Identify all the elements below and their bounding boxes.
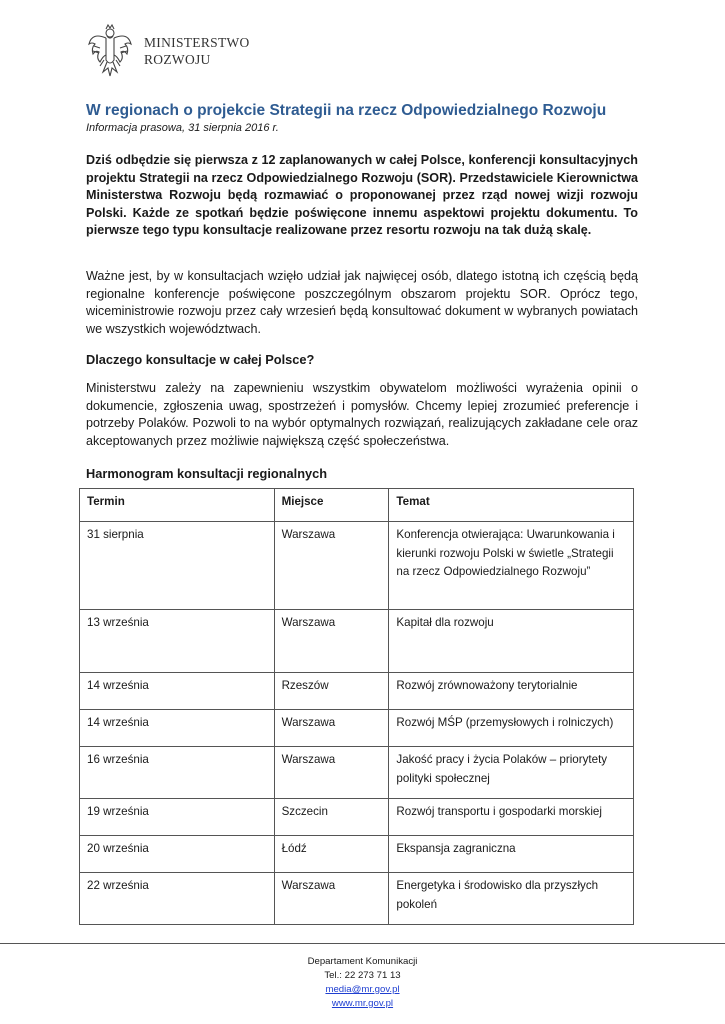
cell-date: 20 września bbox=[80, 836, 275, 873]
cell-date: 14 września bbox=[80, 673, 275, 710]
cell-place: Warszawa bbox=[274, 610, 389, 673]
cell-topic: Rozwój transportu i gospodarki morskiej bbox=[389, 799, 634, 836]
table-row bbox=[80, 673, 634, 710]
letterhead bbox=[86, 22, 250, 80]
section-heading-schedule: Harmonogram konsultacji regionalnych bbox=[86, 466, 328, 481]
cell-place: Szczecin bbox=[274, 799, 389, 836]
press-release-date: Informacja prasowa, 31 sierpnia 2016 r. bbox=[86, 122, 279, 134]
cell-place: Warszawa bbox=[274, 873, 389, 925]
table-row bbox=[80, 747, 634, 799]
cell-place: Łódź bbox=[274, 836, 389, 873]
table-row bbox=[80, 710, 634, 747]
footer-divider bbox=[0, 943, 725, 944]
table-row bbox=[80, 873, 634, 925]
cell-place: Warszawa bbox=[274, 747, 389, 799]
table-row bbox=[80, 522, 634, 610]
section-heading-why: Dlaczego konsultacje w całej Polsce? bbox=[86, 352, 315, 367]
table-row bbox=[80, 799, 634, 836]
table-row bbox=[80, 836, 634, 873]
body-paragraph-2: Ministerstwu zależy na zapewnieniu wszystkim obywatelom możliwości wyrażenia opinii o dokumencie, zgłoszenia uwag, spostrzeżeń i pomysłów. Chcemy lepiej zrozumieć preferencje i potrzeby Polaków. Pozwoli to na wybór optymalnych rozwiązań, realizujących zakładane cele oraz akceptowanych przez możliwie największą część społeczeństwa. bbox=[86, 381, 638, 448]
footer-website-link[interactable]: www.mr.gov.pl bbox=[331, 998, 394, 1009]
cell-topic: Kapitał dla rozwoju bbox=[389, 610, 634, 673]
footer-email-link[interactable]: media@mr.gov.pl bbox=[325, 984, 400, 995]
ministry-name-line2: ROZWOJU bbox=[144, 52, 211, 67]
cell-topic: Rozwój zrównoważony terytorialnie bbox=[389, 673, 634, 710]
cell-date: 16 września bbox=[80, 747, 275, 799]
column-header-topic: Temat bbox=[389, 489, 634, 522]
cell-topic: Konferencja otwierająca: Uwarunkowania i kierunki rozwoju Polski w świetle „Strategii na rzecz Odpowiedzialnego Rozwoju” bbox=[389, 522, 634, 610]
cell-date: 14 września bbox=[80, 710, 275, 747]
schedule-table bbox=[79, 488, 634, 925]
footer bbox=[0, 955, 725, 1011]
table-header-row bbox=[80, 489, 634, 522]
footer-phone: Tel.: 22 273 71 13 bbox=[324, 970, 401, 981]
polish-eagle-emblem-icon bbox=[86, 22, 134, 80]
cell-place: Warszawa bbox=[274, 522, 389, 610]
cell-place: Rzeszów bbox=[274, 673, 389, 710]
column-header-place: Miejsce bbox=[274, 489, 389, 522]
cell-topic: Rozwój MŚP (przemysłowych i rolniczych) bbox=[389, 710, 634, 747]
cell-place: Warszawa bbox=[274, 710, 389, 747]
table-row bbox=[80, 610, 634, 673]
cell-date: 19 września bbox=[80, 799, 275, 836]
cell-topic: Ekspansja zagraniczna bbox=[389, 836, 634, 873]
cell-date: 22 września bbox=[80, 873, 275, 925]
cell-topic: Energetyka i środowisko dla przyszłych pokoleń bbox=[389, 873, 634, 925]
page-title: W regionach o projekcie Strategii na rzecz Odpowiedzialnego Rozwoju bbox=[86, 102, 607, 119]
ministry-name-line1: MINISTERSTWO bbox=[144, 35, 250, 50]
footer-department: Departament Komunikacji bbox=[307, 956, 418, 967]
lead-paragraph: Dziś odbędzie się pierwsza z 12 zaplanowanych w całej Polsce, konferencji konsultacyjnych projektu Strategii na rzecz Odpowiedzialnego Rozwoju (SOR). Przedstawiciele Kierownictwa Ministerstwa Rozwoju będą rozmawiać o proponowanej przez rząd nowej wizji rozwoju Polski. Każde ze spotkań będzie poświęcone innemu aspektowi projektu dokumentu. To pierwsze tego typu konsultacje realizowane przez resortu rozwoju na tak dużą skalę. bbox=[86, 153, 638, 238]
cell-date: 31 sierpnia bbox=[80, 522, 275, 610]
cell-topic: Jakość pracy i życia Polaków – priorytety polityki społecznej bbox=[389, 747, 634, 799]
ministry-name bbox=[144, 34, 250, 68]
column-header-date: Termin bbox=[80, 489, 275, 522]
cell-date: 13 września bbox=[80, 610, 275, 673]
body-paragraph-1: Ważne jest, by w konsultacjach wzięło udział jak najwięcej osób, dlatego istotną ich częścią będą regionalne konferencje poświęcone poszczególnym obszarom projektu SOR. Oprócz tego, wiceministrowie rozwoju przez cały wrzesień będą konsultować dokument w wybranych powiatach we wszystkich województwach. bbox=[86, 269, 638, 336]
